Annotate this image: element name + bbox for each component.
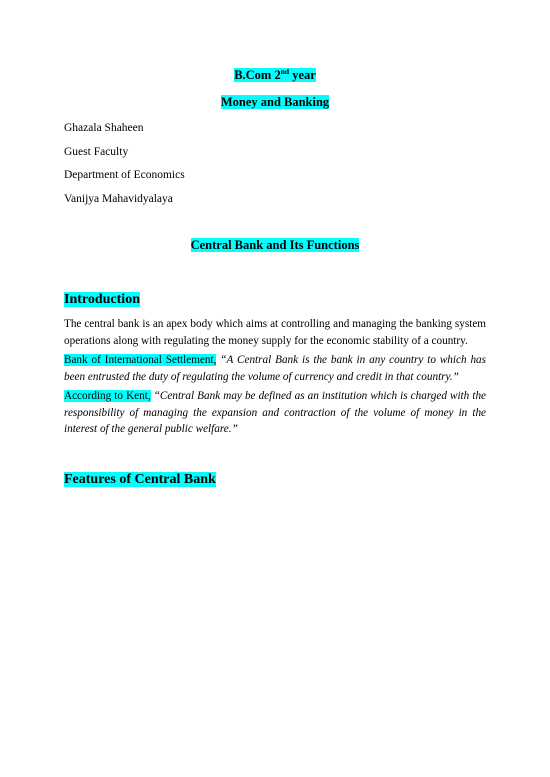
author-institution: Vanijya Mahavidyalaya	[64, 193, 173, 205]
course-title-text: B.Com 2	[234, 68, 281, 82]
features-heading-text: Features of Central Bank	[64, 472, 216, 487]
topic-title-text: Central Bank and Its Functions	[190, 238, 360, 252]
introduction-heading-text: Introduction	[64, 292, 140, 307]
subject-title-text: Money and Banking	[220, 95, 330, 109]
topic-title	[0, 238, 550, 253]
course-title	[0, 68, 550, 83]
subject-title	[0, 95, 550, 110]
features-heading	[64, 471, 216, 488]
course-title-highlight	[234, 68, 316, 82]
definition-kent	[64, 388, 486, 438]
definition-kent-source: According to Kent,	[64, 390, 151, 402]
author-role: Guest Faculty	[64, 146, 129, 158]
introduction-paragraph: The central bank is an apex body which aims at controlling and managing the banking system operations along with regulating the money supply for the economic stability of a country.	[64, 318, 486, 347]
author-department: Department of Economics	[64, 169, 185, 181]
introduction-heading	[64, 291, 140, 308]
course-title-suffix: year	[289, 68, 316, 82]
definition-bis-source: Bank of International Settlement,	[64, 354, 217, 366]
author-name: Ghazala Shaheen	[64, 122, 144, 134]
course-title-superscript: nd	[280, 67, 290, 76]
definition-bis-quote: “A Central Bank is the bank in any country to which has been entrusted the duty of regulating the volume of currency and credit in that country.”	[64, 354, 486, 383]
definition-kent-quote: “Central Bank may be defined as an institution which is charged with the responsibility of managing the expansion and contraction of the volume of money in the interest of the general public welfare.”	[64, 390, 487, 435]
definition-bis	[64, 352, 486, 385]
